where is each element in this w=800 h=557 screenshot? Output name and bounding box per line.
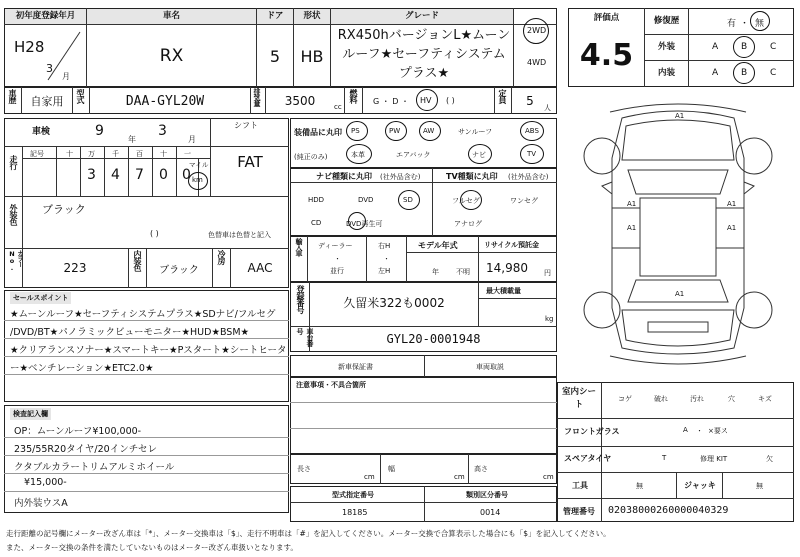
dim-length: 長さ xyxy=(297,465,311,473)
usage-label: 車歴 xyxy=(8,89,17,103)
equipment-label: 装備品に丸印 xyxy=(294,128,342,137)
windshield-a: A xyxy=(683,426,688,434)
interior-a: A xyxy=(712,68,719,78)
reg-value: 久留米322も0002 xyxy=(343,295,445,310)
tv-fullseg: フルセグ xyxy=(452,197,480,205)
eq-airbag: エアバック xyxy=(396,151,431,159)
mileage-sign-label: 記号 xyxy=(30,150,44,158)
digit-4: 0 xyxy=(182,167,191,183)
inspector-line-4: 内外装ウスA xyxy=(14,498,68,509)
eq-leather: 本革 xyxy=(351,151,365,159)
dim-length-unit: cm xyxy=(364,473,375,481)
drive-4wd: 4WD xyxy=(527,58,547,67)
caution-label: 注意事項・不具合箇所 xyxy=(296,381,366,389)
mgmt-label: 管理番号 xyxy=(563,507,595,516)
color-label: 外装色 xyxy=(9,204,18,225)
mile-label: マイル xyxy=(189,161,209,169)
eq-aw: AW xyxy=(423,127,435,135)
inspection-month: 3 xyxy=(158,123,167,139)
first-reg-era: H28 xyxy=(14,38,45,56)
displacement-unit: cc xyxy=(334,103,342,111)
capacity-value: 5 xyxy=(526,94,534,108)
windshield-dot: ・ xyxy=(696,427,703,435)
inspection-month-unit: 月 xyxy=(188,135,196,144)
eq-navi: ナビ xyxy=(472,151,486,159)
interior-grade-label: 内装 xyxy=(657,67,675,78)
import-dealer: ディーラー xyxy=(318,242,353,250)
tools-label: 工具 xyxy=(572,481,588,490)
warranty-label: 新車保証書 xyxy=(338,363,373,371)
unit-5: 一 xyxy=(184,150,191,158)
first-reg-month: 3 xyxy=(46,62,53,75)
eq-tv: TV xyxy=(527,150,537,158)
interior-color-value: ブラック xyxy=(159,264,199,276)
eval-label: 評価点 xyxy=(593,13,620,24)
unit-0: 十 xyxy=(66,150,73,158)
inspection-year-unit: 年 xyxy=(128,135,136,144)
grade-label: グレード xyxy=(331,9,513,24)
interior-b: B xyxy=(741,68,748,78)
repair-no: 無 xyxy=(755,19,765,29)
exterior-a: A xyxy=(712,42,719,52)
capacity-unit: 人 xyxy=(544,104,551,112)
inspector-line-1: 235/55R20タイヤ/20インチセレ xyxy=(14,444,158,455)
grade-value: RX450hバージョンL★ムーンルーフ★セーフティシステムプラス★ xyxy=(337,28,511,81)
shape-label: 形状 xyxy=(294,9,330,24)
diagram-a1-front: A1 xyxy=(675,112,685,120)
diagram-a1-right-1: A1 xyxy=(727,200,737,208)
car-name-value: RX xyxy=(159,46,184,66)
displacement-value: 3500 xyxy=(284,94,316,108)
unit-4: 十 xyxy=(160,150,167,158)
mileage-label: 走行 xyxy=(9,155,18,169)
digit-0: 3 xyxy=(87,167,96,183)
color-no-value: 223 xyxy=(63,261,87,275)
import-lh: 左H xyxy=(378,267,391,275)
inspector-line-3: ¥15,000- xyxy=(24,477,67,488)
inspection-year: 9 xyxy=(95,123,104,139)
sales-line-3: ー★ベンチレーション★ETC2.0★ xyxy=(10,363,154,374)
max-load-label: 最大積載量 xyxy=(486,287,521,295)
spare-tire-label: スペアタイヤ xyxy=(564,454,612,463)
sales-label: セールスポイント xyxy=(10,292,71,304)
repair-dot: ・ xyxy=(740,19,750,29)
spare-kit: 修理 KIT xyxy=(700,455,728,463)
unit-3: 百 xyxy=(136,150,143,158)
navi-sd: SD xyxy=(403,196,413,204)
type-no-value: 18185 xyxy=(342,508,368,517)
spare-none: 欠 xyxy=(766,455,773,463)
exterior-c: C xyxy=(770,42,777,52)
model-label: 型式 xyxy=(76,89,85,103)
km-label: km xyxy=(192,176,203,184)
tv-sub: (社外品含む) xyxy=(508,173,549,181)
manual-label: 車両取説 xyxy=(476,363,504,371)
dim-width-unit: cm xyxy=(454,473,465,481)
seat-yabure: 破れ xyxy=(654,395,668,403)
dim-width: 幅 xyxy=(388,465,395,473)
seat-kizu: キズ xyxy=(758,395,772,403)
first-reg-label: 初年度登録年月 xyxy=(5,9,86,24)
ac-value: AAC xyxy=(247,261,273,275)
tv-label: TV種類に丸印 xyxy=(446,172,498,181)
displacement-label: 排気量 xyxy=(253,88,261,106)
seats-label: 室内シート xyxy=(561,387,596,410)
footer-line-2: また、メーター交換の条件を満たしていないものはメーター改ざん車扱いとなります。 xyxy=(6,543,298,552)
eval-score: 4.5 xyxy=(579,37,634,73)
doors-label: ドア xyxy=(257,9,293,24)
ac-label: 冷房 xyxy=(217,250,226,264)
navi-cd: CD xyxy=(311,219,322,227)
navi-label: ナビ種類に丸印 xyxy=(316,172,372,181)
tv-oneseg: ワンセグ xyxy=(510,197,538,205)
diagram-a1-rear: A1 xyxy=(675,290,685,298)
digit-2: 7 xyxy=(135,167,144,183)
doors-value: 5 xyxy=(269,46,281,66)
recycle-unit: 円 xyxy=(544,269,551,277)
windshield-x: ×要ス xyxy=(708,427,728,435)
class-no-value: 0014 xyxy=(480,508,501,517)
jack-label: ジャッキ xyxy=(684,481,716,490)
eq-sunroof: サンルーフ xyxy=(458,128,493,136)
drive-2wd: 2WD xyxy=(527,26,547,35)
model-value: DAA-GYL20W xyxy=(125,93,205,109)
reg-label: 登録番号 xyxy=(296,285,305,313)
color-value: ブラック xyxy=(42,203,86,216)
model-year-unknown: 不明 xyxy=(456,268,470,276)
mgmt-value: 02038000260000040329 xyxy=(608,505,729,516)
usage-value: 自家用 xyxy=(30,95,64,108)
diagram-a1-left-1: A1 xyxy=(627,200,637,208)
jack-value: 無 xyxy=(756,482,763,490)
digit-3: 0 xyxy=(159,167,168,183)
type-no-label: 型式指定番号 xyxy=(332,491,374,499)
seat-yogore: 汚れ xyxy=(690,395,704,403)
class-no-label: 類別区分番号 xyxy=(466,491,508,499)
color-paren: ( ) xyxy=(150,229,159,238)
interior-c: C xyxy=(770,68,777,78)
interior-color-label: 内装色 xyxy=(133,250,142,271)
equipment-sub: (純正のみ) xyxy=(294,153,328,161)
digit-1: 4 xyxy=(111,167,120,183)
chassis-value: GYL20-0001948 xyxy=(386,332,481,346)
first-reg-month-unit: 月 xyxy=(62,72,70,81)
import-rh: 右H xyxy=(378,242,391,250)
dim-height-unit: cm xyxy=(543,473,554,481)
shift-value: FAT xyxy=(237,153,263,171)
fuel-paren: ( ) xyxy=(446,96,455,105)
car-name-label: 車名 xyxy=(87,9,256,24)
fuel-label: 燃料 xyxy=(349,89,358,103)
model-year-year: 年 xyxy=(432,268,439,276)
navi-hdd: HDD xyxy=(308,196,325,204)
eq-abs: ABS xyxy=(525,127,539,135)
color-note: 色替車は色替と記入 xyxy=(208,231,271,239)
inspector-line-2: クタブルカラートリムアルミホイール xyxy=(14,462,175,473)
repair-label: 修復歴 xyxy=(653,15,680,26)
fuel-options: G ・ D ・ xyxy=(373,97,409,106)
recycle-value: 14,980 xyxy=(486,261,528,275)
import-parallel: 並行 xyxy=(330,267,344,275)
sales-line-0: ★ムーンルーフ★セーフティシステムプラス★SDナビ/フルセグ xyxy=(10,309,276,320)
car-diagram xyxy=(562,98,794,372)
unit-1: 万 xyxy=(88,150,95,158)
sales-line-2: ★クリアランスソナー★スマートキー★Pスタート★シートヒータ xyxy=(10,345,287,356)
import-dot: ・ xyxy=(334,255,341,263)
windshield-label: フロントガラス xyxy=(564,427,620,436)
chassis-label: 車台番号 xyxy=(296,328,314,346)
repair-yes: 有 xyxy=(727,19,737,29)
tools-value: 無 xyxy=(636,482,643,490)
eq-ps: PS xyxy=(351,127,360,135)
spare-t: T xyxy=(662,454,667,462)
diagram-a1-left-2: A1 xyxy=(627,224,637,232)
unit-2: 千 xyxy=(112,150,119,158)
capacity-label: 定員 xyxy=(498,89,507,103)
recycle-label: リサイクル預託金 xyxy=(484,241,540,249)
footer-line-1: 走行距離の記号欄にメーター改ざん車は「*」、メーター交換車は「$」、走行不明車は「#」を記入してください。メーター交換で合算表示した場合にも「$」を記入してください。 xyxy=(6,529,611,538)
sales-line-1: /DVD/BT★パノラミックビューモニター★HUD★BSM★ xyxy=(10,327,250,338)
eq-pw: PW xyxy=(389,127,401,135)
fuel-hv: HV xyxy=(420,96,432,105)
tv-analog: アナログ xyxy=(454,220,482,228)
seat-koge: コゲ xyxy=(618,395,632,403)
dims-box xyxy=(290,454,557,484)
inspection-label: 車検 xyxy=(32,127,51,137)
dim-height: 高さ xyxy=(474,465,488,473)
exterior-grade-label: 外装 xyxy=(657,41,675,52)
import-label: 輸入車 xyxy=(295,238,303,256)
import-dot-2: ・ xyxy=(383,255,390,263)
max-load-unit: kg xyxy=(545,315,554,323)
navi-dvdplay: DVD再生可 xyxy=(346,220,383,228)
inspector-label: 検査記入欄 xyxy=(10,408,51,420)
shape-value: HB xyxy=(300,46,324,66)
exterior-b: B xyxy=(741,42,748,52)
diagram-a1-right-2: A1 xyxy=(727,224,737,232)
navi-dvd: DVD xyxy=(358,196,374,204)
model-year-label: モデル年式 xyxy=(418,241,458,250)
shift-label: シフト xyxy=(234,121,258,130)
seat-ana: 穴 xyxy=(728,395,735,403)
navi-sub: (社外品含む) xyxy=(380,173,421,181)
color-no-label: カラーNo. xyxy=(8,250,24,271)
inspector-line-0: OP：ムーンルーフ¥100,000- xyxy=(14,426,142,437)
